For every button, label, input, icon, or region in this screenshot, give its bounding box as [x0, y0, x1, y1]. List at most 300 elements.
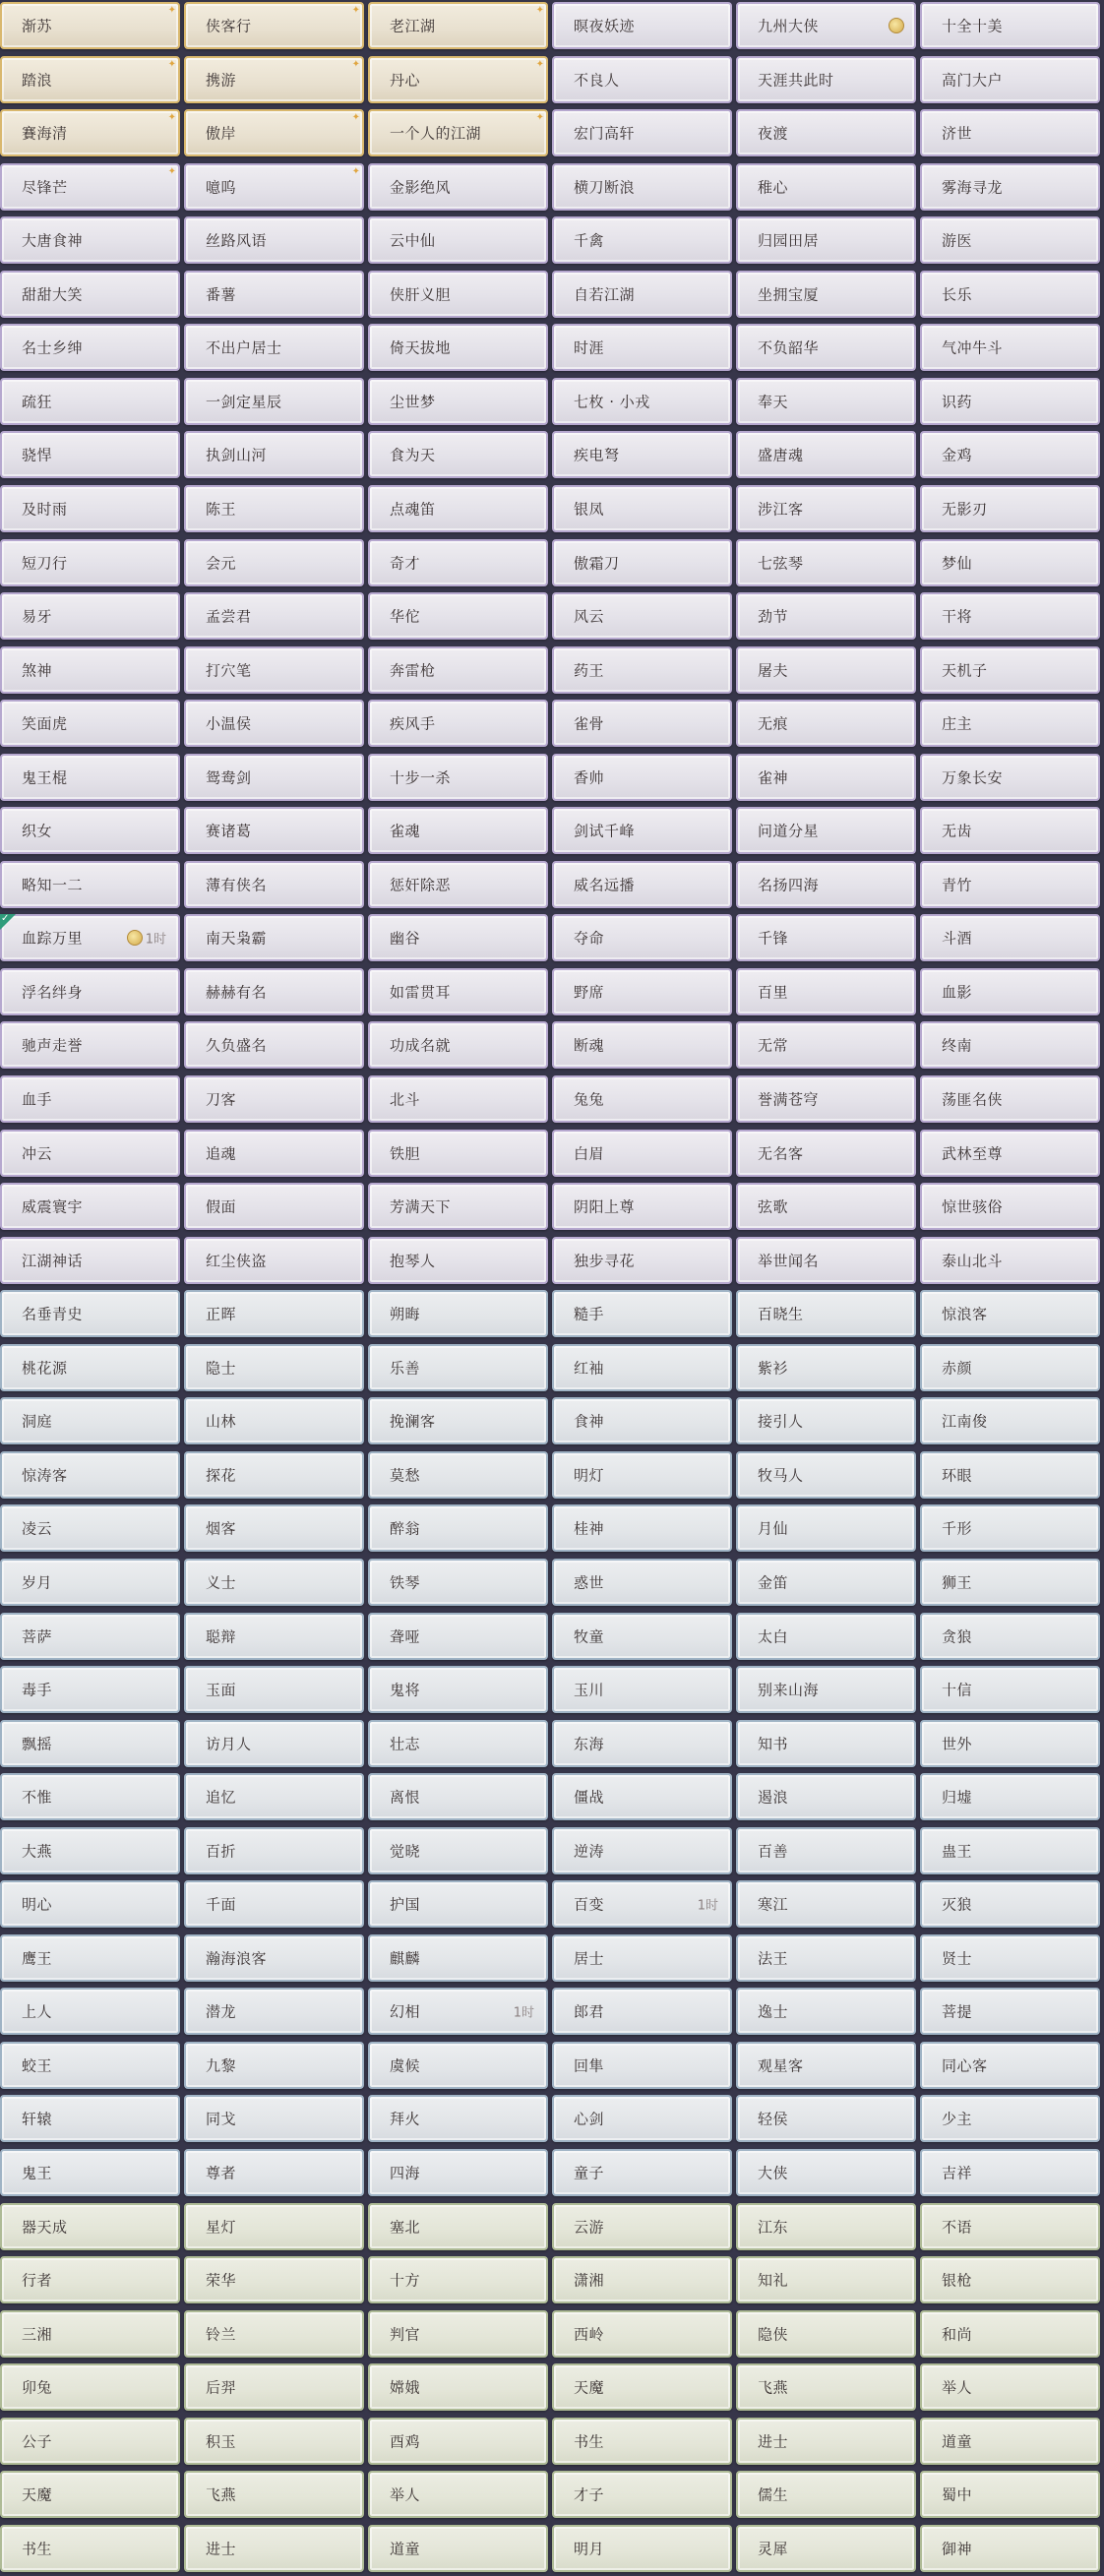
title-cell[interactable] — [552, 1290, 732, 1337]
title-cell[interactable] — [184, 646, 364, 694]
title-cell[interactable] — [184, 1773, 364, 1820]
title-cell[interactable] — [368, 2256, 548, 2303]
title-label: 盛唐魂 — [758, 446, 804, 464]
title-cell[interactable] — [920, 271, 1100, 318]
title-cell[interactable] — [184, 1130, 364, 1177]
title-cell[interactable] — [736, 1720, 916, 1767]
title-cell[interactable] — [0, 1130, 180, 1177]
title-cell[interactable] — [0, 646, 180, 694]
title-cell[interactable] — [920, 2471, 1100, 2518]
title-cell[interactable] — [552, 2095, 732, 2142]
title-cell[interactable] — [552, 914, 732, 961]
title-cell[interactable] — [920, 431, 1100, 478]
title-cell[interactable] — [184, 271, 364, 318]
title-cell[interactable] — [0, 1720, 180, 1767]
title-cell[interactable] — [368, 109, 548, 156]
title-cell[interactable] — [552, 1183, 732, 1230]
title-cell[interactable] — [368, 216, 548, 264]
title-cell[interactable] — [0, 1988, 180, 2035]
title-cell[interactable] — [552, 2363, 732, 2411]
title-cell[interactable] — [920, 216, 1100, 264]
title-cell[interactable] — [0, 807, 180, 854]
title-cell[interactable] — [736, 1021, 916, 1069]
title-cell[interactable] — [368, 431, 548, 478]
title-cell[interactable] — [0, 1451, 180, 1499]
title-cell[interactable] — [184, 216, 364, 264]
title-cell[interactable] — [736, 1773, 916, 1820]
title-cell[interactable] — [736, 1183, 916, 1230]
title-cell[interactable] — [368, 914, 548, 961]
title-cell[interactable] — [920, 914, 1100, 961]
title-cell[interactable] — [184, 1290, 364, 1337]
title-cell[interactable] — [0, 56, 180, 103]
title-cell[interactable] — [736, 216, 916, 264]
title-cell[interactable] — [920, 807, 1100, 854]
title-cell[interactable] — [184, 1075, 364, 1123]
title-cell[interactable] — [920, 539, 1100, 586]
title-cell[interactable] — [184, 2203, 364, 2250]
title-cell[interactable] — [552, 807, 732, 854]
title-cell[interactable] — [184, 2095, 364, 2142]
title-cell[interactable] — [736, 1075, 916, 1123]
title-cell[interactable] — [552, 1988, 732, 2035]
title-label: 倚天拔地 — [390, 338, 452, 357]
title-cell[interactable] — [0, 968, 180, 1015]
title-cell[interactable] — [368, 2418, 548, 2465]
title-cell[interactable] — [736, 271, 916, 318]
title-cell[interactable] — [920, 1290, 1100, 1337]
title-cell[interactable] — [368, 1934, 548, 1982]
title-cell[interactable] — [184, 2149, 364, 2196]
title-cell[interactable] — [368, 56, 548, 103]
title-cell[interactable] — [368, 700, 548, 747]
title-cell[interactable] — [184, 807, 364, 854]
title-cell[interactable] — [920, 2363, 1100, 2411]
title-cell[interactable] — [0, 1290, 180, 1337]
title-cell[interactable] — [0, 1773, 180, 1820]
title-cell[interactable] — [368, 1720, 548, 1767]
title-cell[interactable] — [736, 324, 916, 371]
title-cell[interactable] — [920, 1344, 1100, 1391]
title-cell[interactable] — [368, 807, 548, 854]
title-cell[interactable] — [0, 2, 180, 49]
title-cell[interactable] — [368, 1988, 548, 2035]
title-cell[interactable] — [920, 2525, 1100, 2572]
title-cell[interactable] — [736, 646, 916, 694]
title-cell[interactable] — [0, 2042, 180, 2089]
title-cell[interactable] — [368, 2525, 548, 2572]
title-cell[interactable] — [920, 2, 1100, 49]
title-cell[interactable] — [736, 2363, 916, 2411]
title-label: 菩提 — [942, 2002, 973, 2021]
title-cell[interactable] — [552, 431, 732, 478]
title-cell[interactable] — [552, 485, 732, 532]
title-cell[interactable] — [920, 2042, 1100, 2089]
title-cell[interactable] — [184, 431, 364, 478]
title-cell[interactable] — [552, 1397, 732, 1444]
title-cell[interactable] — [920, 968, 1100, 1015]
title-cell[interactable] — [368, 2203, 548, 2250]
title-cell[interactable] — [920, 2095, 1100, 2142]
title-cell[interactable] — [184, 2471, 364, 2518]
title-cell[interactable] — [920, 1504, 1100, 1552]
title-cell[interactable] — [552, 861, 732, 908]
title-cell[interactable] — [184, 914, 364, 961]
title-cell[interactable] — [552, 216, 732, 264]
title-cell[interactable] — [184, 700, 364, 747]
title-cell[interactable] — [552, 1344, 732, 1391]
title-cell[interactable] — [552, 1827, 732, 1874]
title-cell[interactable] — [184, 1021, 364, 1069]
title-cell[interactable] — [368, 1290, 548, 1337]
title-cell[interactable] — [920, 2418, 1100, 2465]
title-cell[interactable] — [552, 163, 732, 211]
title-cell[interactable] — [0, 485, 180, 532]
title-cell[interactable] — [552, 1613, 732, 1660]
title-cell[interactable] — [736, 1827, 916, 1874]
title-cell[interactable] — [552, 646, 732, 694]
title-label: 进士 — [206, 2540, 237, 2558]
title-cell[interactable] — [184, 56, 364, 103]
title-cell[interactable] — [0, 324, 180, 371]
title-cell[interactable] — [184, 1183, 364, 1230]
title-cell[interactable] — [552, 1559, 732, 1606]
title-cell[interactable] — [368, 1666, 548, 1713]
title-cell[interactable] — [736, 539, 916, 586]
title-label: 尽锋芒 — [22, 178, 68, 197]
title-cell[interactable] — [184, 539, 364, 586]
title-cell[interactable] — [552, 324, 732, 371]
title-cell[interactable] — [184, 592, 364, 640]
title-cell[interactable] — [368, 2363, 548, 2411]
title-cell[interactable] — [368, 2095, 548, 2142]
title-cell[interactable] — [736, 485, 916, 532]
title-cell[interactable] — [184, 2363, 364, 2411]
title-cell[interactable] — [736, 2042, 916, 2089]
title-cell[interactable] — [736, 861, 916, 908]
title-cell[interactable] — [920, 646, 1100, 694]
title-cell[interactable] — [736, 1880, 916, 1928]
title-cell[interactable] — [920, 1988, 1100, 2035]
title-cell[interactable] — [552, 271, 732, 318]
title-cell[interactable] — [0, 1237, 180, 1284]
title-cell[interactable] — [920, 2149, 1100, 2196]
title-cell[interactable] — [368, 1827, 548, 1874]
title-cell[interactable] — [368, 485, 548, 532]
title-cell[interactable] — [368, 861, 548, 908]
title-cell[interactable] — [0, 216, 180, 264]
title-cell[interactable] — [0, 539, 180, 586]
title-cell[interactable] — [552, 2525, 732, 2572]
title-cell[interactable] — [368, 1130, 548, 1177]
title-cell[interactable] — [0, 592, 180, 640]
title-cell[interactable] — [0, 2149, 180, 2196]
title-cell[interactable] — [184, 378, 364, 425]
title-cell[interactable] — [368, 1344, 548, 1391]
title-cell[interactable] — [0, 2256, 180, 2303]
title-cell[interactable] — [552, 1773, 732, 1820]
title-cell[interactable] — [920, 485, 1100, 532]
title-cell[interactable] — [736, 968, 916, 1015]
title-cell[interactable] — [552, 2310, 732, 2358]
title-cell[interactable] — [920, 1720, 1100, 1767]
title-cell[interactable] — [736, 1666, 916, 1713]
title-cell[interactable] — [552, 1720, 732, 1767]
title-cell[interactable] — [920, 1130, 1100, 1177]
title-cell[interactable] — [0, 2418, 180, 2465]
title-cell[interactable] — [552, 968, 732, 1015]
title-cell[interactable] — [736, 2095, 916, 2142]
title-cell[interactable] — [736, 378, 916, 425]
title-cell[interactable] — [920, 378, 1100, 425]
title-cell[interactable] — [0, 163, 180, 211]
title-cell[interactable] — [736, 431, 916, 478]
title-cell[interactable] — [368, 1183, 548, 1230]
title-cell[interactable] — [736, 1934, 916, 1982]
title-cell[interactable] — [552, 1504, 732, 1552]
title-cell[interactable] — [184, 1988, 364, 2035]
title-cell[interactable] — [736, 592, 916, 640]
title-cell[interactable] — [552, 109, 732, 156]
title-cell[interactable] — [920, 1666, 1100, 1713]
title-cell[interactable] — [736, 1988, 916, 2035]
title-cell[interactable] — [736, 163, 916, 211]
title-cell[interactable] — [552, 2149, 732, 2196]
title-cell[interactable] — [184, 1504, 364, 1552]
title-cell[interactable] — [184, 163, 364, 211]
title-cell[interactable] — [920, 163, 1100, 211]
title-cell[interactable] — [368, 1773, 548, 1820]
title-cell[interactable] — [920, 56, 1100, 103]
title-cell[interactable] — [552, 754, 732, 801]
title-cell[interactable] — [552, 2256, 732, 2303]
title-cell[interactable] — [920, 1237, 1100, 1284]
title-cell[interactable] — [184, 109, 364, 156]
title-cell[interactable] — [552, 2203, 732, 2250]
title-cell[interactable] — [736, 1290, 916, 1337]
title-cell[interactable] — [368, 2471, 548, 2518]
title-label: 知书 — [758, 1735, 789, 1753]
title-cell[interactable] — [0, 1934, 180, 1982]
title-cell[interactable] — [0, 109, 180, 156]
title-cell[interactable] — [552, 1666, 732, 1713]
title-cell[interactable] — [0, 1827, 180, 1874]
title-cell[interactable] — [184, 1344, 364, 1391]
title-cell[interactable] — [0, 1504, 180, 1552]
title-cell[interactable] — [920, 861, 1100, 908]
title-cell[interactable] — [736, 2203, 916, 2250]
title-cell[interactable] — [736, 2256, 916, 2303]
title-label: 追魂 — [206, 1144, 237, 1163]
title-cell[interactable] — [368, 2149, 548, 2196]
title-cell[interactable] — [736, 2418, 916, 2465]
title-cell[interactable] — [184, 2418, 364, 2465]
title-cell[interactable] — [368, 2310, 548, 2358]
title-cell[interactable] — [0, 1559, 180, 1606]
title-cell[interactable] — [0, 1075, 180, 1123]
title-cell[interactable] — [368, 163, 548, 211]
title-cell[interactable] — [552, 1130, 732, 1177]
title-cell[interactable] — [920, 700, 1100, 747]
title-cell[interactable] — [552, 1451, 732, 1499]
title-cell[interactable] — [368, 754, 548, 801]
title-cell[interactable] — [184, 1880, 364, 1928]
title-cell[interactable] — [368, 1613, 548, 1660]
title-cell[interactable] — [920, 1773, 1100, 1820]
title-cell[interactable] — [552, 1237, 732, 1284]
title-cell[interactable] — [0, 861, 180, 908]
title-cell[interactable] — [552, 2418, 732, 2465]
title-cell[interactable] — [368, 2042, 548, 2089]
title-cell[interactable] — [368, 1559, 548, 1606]
title-cell[interactable] — [920, 1397, 1100, 1444]
title-cell[interactable] — [920, 1075, 1100, 1123]
title-cell[interactable] — [184, 1666, 364, 1713]
title-label: 大唐食神 — [22, 231, 84, 250]
title-cell[interactable] — [0, 2203, 180, 2250]
title-cell[interactable] — [0, 2095, 180, 2142]
title-cell[interactable] — [920, 1934, 1100, 1982]
title-cell[interactable] — [0, 378, 180, 425]
title-cell[interactable] — [552, 2, 732, 49]
title-cell[interactable] — [184, 1397, 364, 1444]
title-cell[interactable] — [920, 2310, 1100, 2358]
title-cell[interactable] — [552, 56, 732, 103]
title-cell[interactable] — [368, 271, 548, 318]
title-cell[interactable] — [736, 2, 916, 49]
title-cell[interactable] — [368, 539, 548, 586]
title-cell[interactable] — [0, 1613, 180, 1660]
title-cell[interactable] — [920, 1021, 1100, 1069]
title-cell[interactable] — [920, 1880, 1100, 1928]
title-cell[interactable] — [368, 1504, 548, 1552]
title-cell[interactable] — [920, 2256, 1100, 2303]
title-cell[interactable] — [736, 700, 916, 747]
title-cell[interactable] — [0, 2310, 180, 2358]
title-cell[interactable] — [736, 807, 916, 854]
title-cell[interactable] — [920, 1451, 1100, 1499]
title-cell[interactable] — [736, 2471, 916, 2518]
title-cell[interactable] — [552, 1075, 732, 1123]
title-cell[interactable] — [184, 2310, 364, 2358]
title-cell[interactable] — [368, 378, 548, 425]
title-cell[interactable] — [736, 1451, 916, 1499]
title-cell[interactable] — [552, 1021, 732, 1069]
title-cell[interactable] — [736, 1559, 916, 1606]
title-label: 七枚 · 小戎 — [574, 393, 650, 411]
title-cell[interactable] — [184, 1237, 364, 1284]
title-cell[interactable] — [736, 2149, 916, 2196]
title-cell[interactable] — [0, 1666, 180, 1713]
title-cell[interactable] — [368, 1880, 548, 1928]
title-cell[interactable] — [184, 1934, 364, 1982]
title-cell[interactable] — [0, 1880, 180, 1928]
title-cell[interactable] — [920, 1613, 1100, 1660]
title-cell[interactable] — [184, 2042, 364, 2089]
title-cell[interactable] — [736, 914, 916, 961]
title-cell[interactable] — [184, 1613, 364, 1660]
title-cell[interactable] — [184, 2525, 364, 2572]
title-cell[interactable] — [0, 914, 180, 961]
title-cell[interactable] — [736, 1344, 916, 1391]
title-cell[interactable] — [736, 2525, 916, 2572]
title-cell[interactable] — [736, 1504, 916, 1552]
title-cell[interactable] — [552, 2042, 732, 2089]
title-cell[interactable] — [920, 2203, 1100, 2250]
title-cell[interactable] — [920, 1827, 1100, 1874]
title-cell[interactable] — [368, 324, 548, 371]
title-cell[interactable] — [736, 1613, 916, 1660]
title-cell[interactable] — [368, 968, 548, 1015]
title-cell[interactable] — [184, 1451, 364, 1499]
title-cell[interactable] — [184, 485, 364, 532]
title-cell[interactable] — [552, 1880, 732, 1928]
title-cell[interactable] — [736, 754, 916, 801]
title-cell[interactable] — [0, 271, 180, 318]
title-cell[interactable] — [736, 56, 916, 103]
title-cell[interactable] — [184, 754, 364, 801]
title-cell[interactable] — [0, 700, 180, 747]
title-cell[interactable] — [184, 1720, 364, 1767]
title-label: 同心客 — [942, 2056, 988, 2075]
title-cell[interactable] — [184, 861, 364, 908]
title-label: 不惟 — [22, 1788, 53, 1807]
title-cell[interactable] — [736, 1237, 916, 1284]
title-cell[interactable] — [552, 1934, 732, 1982]
title-cell[interactable] — [0, 2363, 180, 2411]
title-cell[interactable] — [184, 324, 364, 371]
title-cell[interactable] — [184, 1559, 364, 1606]
title-cell[interactable] — [736, 1130, 916, 1177]
title-cell[interactable] — [368, 1451, 548, 1499]
title-cell[interactable] — [0, 1183, 180, 1230]
title-cell[interactable] — [184, 2256, 364, 2303]
title-cell[interactable] — [736, 109, 916, 156]
title-cell[interactable] — [0, 1344, 180, 1391]
title-cell[interactable] — [184, 1827, 364, 1874]
title-cell[interactable] — [736, 2310, 916, 2358]
title-cell[interactable] — [368, 592, 548, 640]
title-cell[interactable] — [368, 1075, 548, 1123]
title-cell[interactable] — [920, 592, 1100, 640]
title-cell[interactable] — [552, 700, 732, 747]
title-cell[interactable] — [368, 1397, 548, 1444]
title-cell[interactable] — [736, 1397, 916, 1444]
title-cell[interactable] — [184, 968, 364, 1015]
title-cell[interactable] — [368, 1021, 548, 1069]
title-cell[interactable] — [920, 109, 1100, 156]
title-cell[interactable] — [368, 646, 548, 694]
title-cell[interactable] — [920, 1559, 1100, 1606]
title-cell[interactable] — [0, 754, 180, 801]
title-cell[interactable] — [920, 1183, 1100, 1230]
title-cell[interactable] — [368, 2, 548, 49]
title-cell[interactable] — [920, 754, 1100, 801]
title-cell[interactable] — [552, 378, 732, 425]
title-cell[interactable] — [0, 2471, 180, 2518]
title-cell[interactable] — [368, 1237, 548, 1284]
title-cell[interactable] — [552, 539, 732, 586]
title-cell[interactable] — [552, 592, 732, 640]
title-cell[interactable] — [920, 324, 1100, 371]
title-cell[interactable] — [0, 431, 180, 478]
title-cell[interactable] — [0, 2525, 180, 2572]
title-cell[interactable] — [552, 2471, 732, 2518]
title-label: 金鸡 — [942, 446, 973, 464]
title-cell[interactable] — [184, 2, 364, 49]
title-cell[interactable] — [0, 1397, 180, 1444]
title-cell[interactable] — [0, 1021, 180, 1069]
